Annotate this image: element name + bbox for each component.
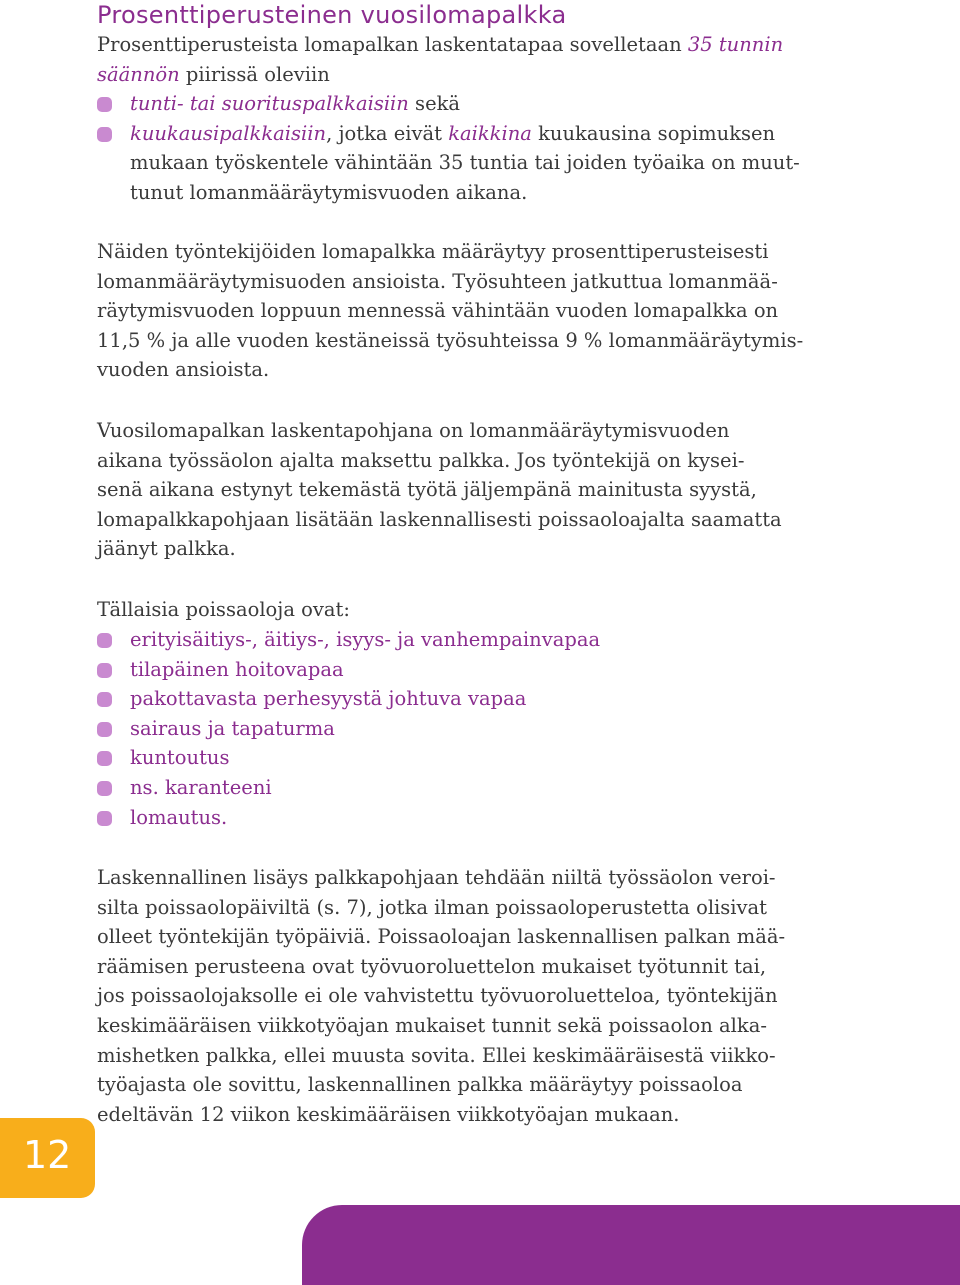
intro-text: Prosenttiperusteista lomapalkan laskentatapaa sovelletaan <box>97 33 688 56</box>
bullet-icon <box>97 663 112 678</box>
bullet-icon <box>97 127 112 142</box>
list-item <box>97 89 857 119</box>
list-item-text: pakottavasta perhesyystä johtuva vapaa <box>130 687 527 711</box>
text-line: Laskennallinen lisäys palkkapohjaan tehdään niiltä työssäolon veroi- <box>97 866 776 889</box>
text-line: työajasta ole sovittu, laskennallinen palkka määräytyy poissaoloa <box>97 1073 743 1097</box>
list-item-text: ns. karanteeni <box>130 775 272 799</box>
text-line: olleet työntekijän työpäiviä. Poissaoloajan laskennallisen palkan mää- <box>97 925 786 949</box>
intro-highlight: säännön <box>97 62 180 86</box>
text-line: räytymisvuoden loppuun mennessä vähintään vuoden lomapalkka on <box>97 299 779 323</box>
list-item <box>97 684 857 714</box>
list-item-text: sairaus ja tapaturma <box>130 716 335 740</box>
absence-list <box>97 625 857 832</box>
bullet-icon <box>97 97 112 112</box>
intro-bullet-list <box>97 89 857 207</box>
text-line: lomapalkkapohjaan lisätään laskennallisesti poissaoloajalta saamatta <box>97 507 782 531</box>
text-line: 11,5 % ja alle vuoden kestäneissä työsuhteissa 9 % lomanmääräytymis- <box>97 328 804 352</box>
bullet-icon <box>97 751 112 766</box>
bullet-text: , jotka eivät <box>326 121 449 145</box>
bullet-highlight: kaikkina <box>448 121 532 145</box>
footer-decoration <box>302 1205 960 1285</box>
bullet-text: tunut lomanmääräytymisvuoden aikana. <box>130 180 528 204</box>
intro-line-1 <box>97 30 857 60</box>
text-line: lomanmääräytymisuoden ansioista. Työsuhteen jatkuttua lomanmää- <box>97 269 778 293</box>
intro-paragraph <box>97 30 857 89</box>
bullet-icon <box>97 781 112 796</box>
page-number: 12 <box>23 1133 72 1177</box>
list-item <box>97 803 857 833</box>
text-line: silta poissaolopäiviltä (s. 7), jotka ilman poissaoloperustetta olisivat <box>97 895 768 919</box>
list-item-text: kuntoutus <box>130 746 230 770</box>
absence-intro <box>97 595 857 625</box>
list-item-text: tilapäinen hoitovapaa <box>130 657 344 681</box>
bullet-icon <box>97 722 112 737</box>
intro-text: piirissä oleviin <box>179 62 330 86</box>
text-line: edeltävän 12 viikon keskimääräisen viikkotyöajan mukaan. <box>97 1102 680 1126</box>
list-item <box>97 119 857 208</box>
text-line: senä aikana estynyt tekemästä työtä jäljempänä mainitusta syystä, <box>97 478 757 502</box>
paragraph-3 <box>97 863 857 1129</box>
list-item <box>97 773 857 803</box>
paragraph-1 <box>97 237 857 385</box>
list-item-text: lomautus. <box>130 805 228 829</box>
list-item <box>97 714 857 744</box>
text-line: jäänyt palkka. <box>97 537 236 561</box>
list-item <box>97 743 857 773</box>
list-item <box>97 655 857 685</box>
section-heading: Prosenttiperusteinen vuosilomapalkka <box>97 1 567 29</box>
intro-highlight: 35 tunnin <box>687 33 784 56</box>
text-line: mishetken palkka, ellei muusta sovita. Ellei keskimääräisestä viikko- <box>97 1043 776 1067</box>
bullet-highlight: tunti- tai suorituspalkkaisiin <box>130 92 409 115</box>
text-line: Tällaisia poissaoloja ovat: <box>97 598 350 621</box>
bullet-text: sekä <box>408 92 461 115</box>
list-item <box>97 625 857 655</box>
bullet-text: kuukausina sopimuksen <box>531 121 776 145</box>
bullet-icon <box>97 692 112 707</box>
text-line: keskimääräisen viikkotyöajan mukaiset tunnit sekä poissaolon alka- <box>97 1013 767 1037</box>
text-line: räämisen perusteena ovat työvuoroluettelon mukaiset työtunnit tai, <box>97 954 767 978</box>
paragraph-2 <box>97 416 857 564</box>
text-line: jos poissaolojaksolle ei ole vahvistettu työvuoroluetteloa, työntekijän <box>97 984 778 1008</box>
text-line: Vuosilomapalkan laskentapohjana on lomanmääräytymisvuoden <box>97 419 730 442</box>
text-line: Näiden työntekijöiden lomapalkka määräytyy prosenttiperusteisesti <box>97 240 769 263</box>
bullet-icon <box>97 633 112 648</box>
bullet-highlight: kuukausipalkkaisiin <box>130 121 327 145</box>
text-line: aikana työssäolon ajalta maksettu palkka. Jos työntekijä on kysei- <box>97 448 745 472</box>
text-line: vuoden ansioista. <box>97 358 270 382</box>
intro-line-2 <box>97 60 857 90</box>
bullet-icon <box>97 811 112 826</box>
bullet-text: mukaan työskentele vähintään 35 tuntia tai joiden työaika on muut- <box>130 151 800 175</box>
list-item-text: erityisäitiys-, äitiys-, isyys- ja vanhempainvapaa <box>130 628 601 651</box>
